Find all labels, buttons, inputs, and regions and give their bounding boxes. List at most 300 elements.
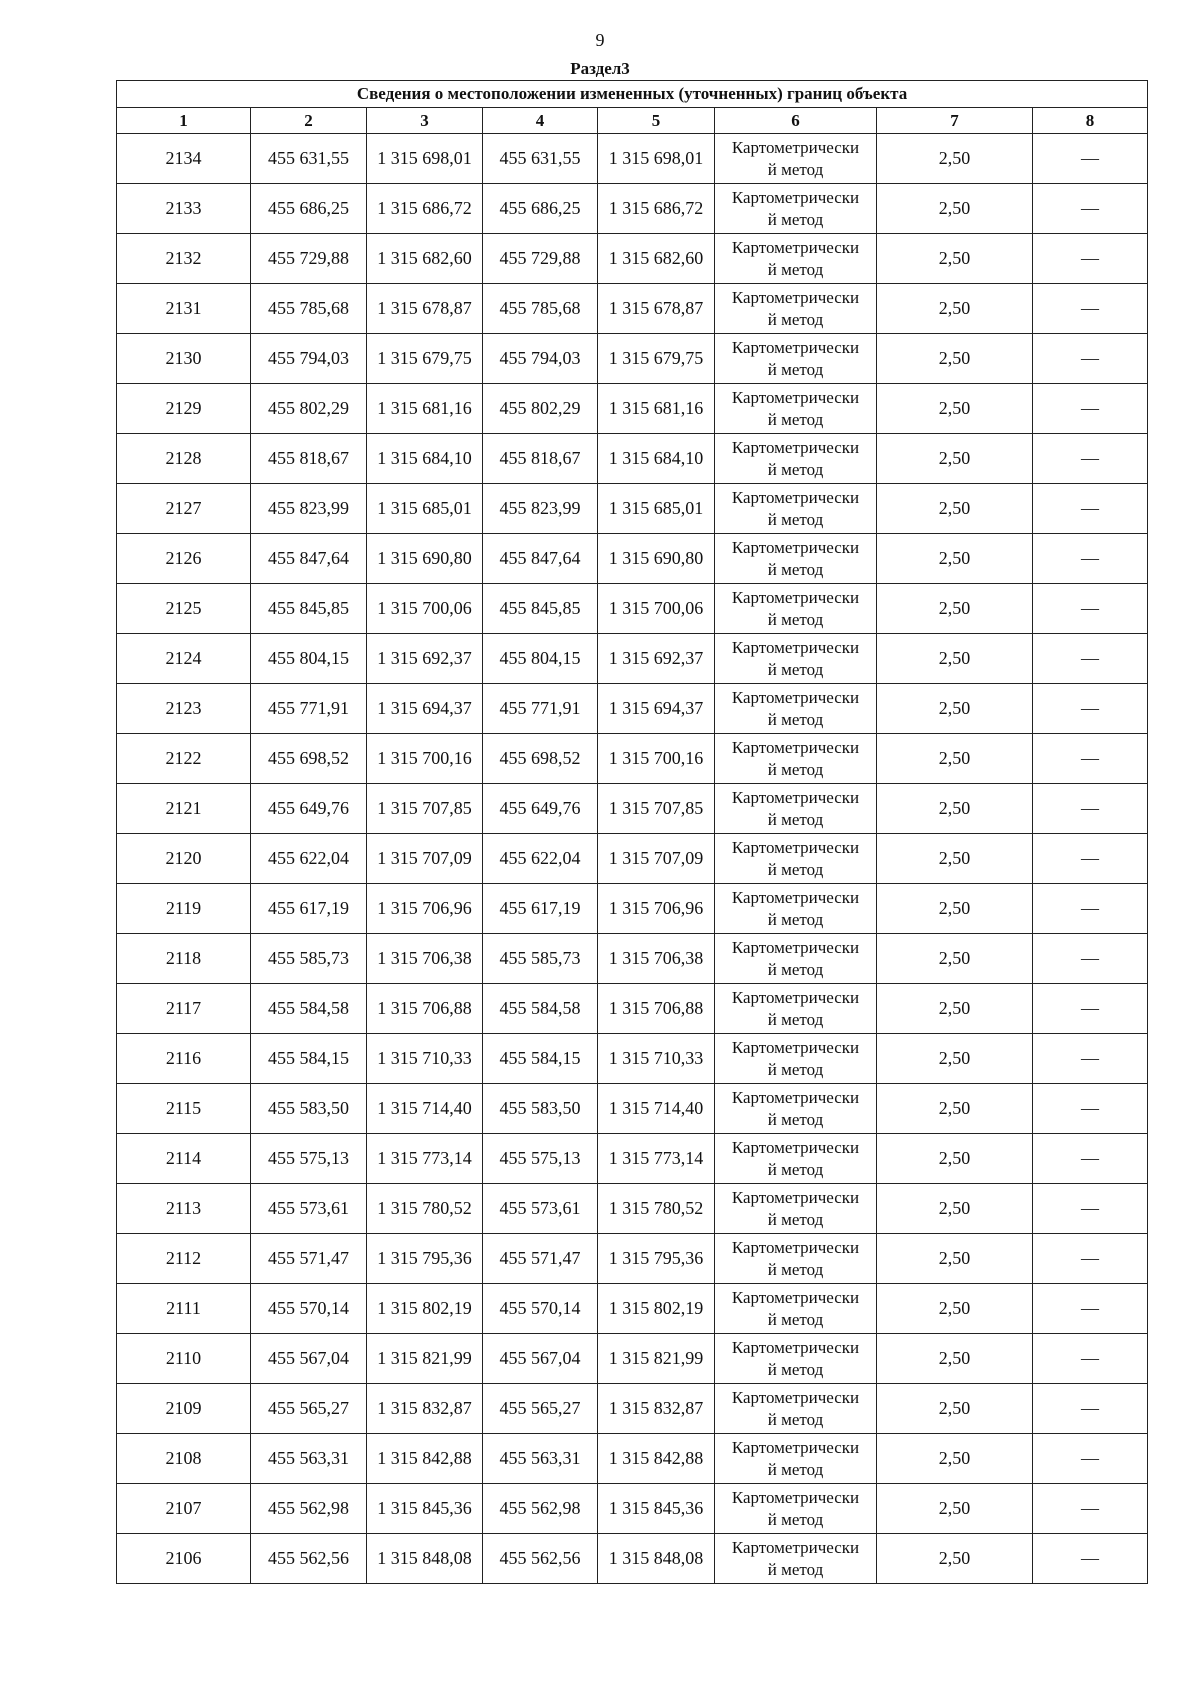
existing-y-cell: 1 315 698,01 [367,134,483,184]
existing-y-cell: 1 315 700,16 [367,734,483,784]
description-cell: — [1033,584,1148,634]
existing-y-cell: 1 315 678,87 [367,284,483,334]
point-number-cell: 2131 [117,284,251,334]
accuracy-cell: 2,50 [877,684,1033,734]
method-line-1: Картометрически [731,537,860,557]
updated-y-cell: 1 315 780,52 [598,1184,715,1234]
column-number: 5 [598,108,715,134]
existing-y-cell: 1 315 706,96 [367,884,483,934]
point-number-cell: 2108 [117,1434,251,1484]
existing-y-cell: 1 315 690,80 [367,534,483,584]
existing-y-cell: 1 315 773,14 [367,1134,483,1184]
page-number: 9 [595,30,605,50]
column-number: 2 [251,108,367,134]
existing-x-cell: 455 562,98 [251,1484,367,1534]
method-cell [715,1484,877,1534]
updated-x-cell: 455 583,50 [483,1084,598,1134]
updated-x-cell: 455 573,61 [483,1184,598,1234]
method-line-1: Картометрически [731,437,860,457]
table-row [117,1384,1148,1434]
description-cell: — [1033,734,1148,784]
method-line-2: й метод [767,909,824,929]
accuracy-cell: 2,50 [877,1534,1033,1584]
method-line-1: Картометрически [731,1487,860,1507]
table-row [117,684,1148,734]
existing-x-cell: 455 818,67 [251,434,367,484]
method-line-2: й метод [767,659,824,679]
accuracy-cell: 2,50 [877,434,1033,484]
updated-y-cell: 1 315 773,14 [598,1134,715,1184]
method-line-1: Картометрически [731,837,860,857]
method-cell [715,434,877,484]
description-cell: — [1033,684,1148,734]
description-cell: — [1033,284,1148,334]
description-cell: — [1033,334,1148,384]
updated-x-cell: 455 585,73 [483,934,598,984]
method-cell [715,734,877,784]
method-cell [715,234,877,284]
method-line-1: Картометрически [731,887,860,907]
existing-y-cell: 1 315 679,75 [367,334,483,384]
point-number-cell: 2116 [117,1034,251,1084]
existing-x-cell: 455 698,52 [251,734,367,784]
method-line-1: Картометрически [731,387,860,407]
column-number: 4 [483,108,598,134]
existing-x-cell: 455 584,15 [251,1034,367,1084]
accuracy-cell: 2,50 [877,284,1033,334]
description-cell: — [1033,834,1148,884]
table-row [117,534,1148,584]
method-line-1: Картометрически [731,237,860,257]
existing-x-cell: 455 847,64 [251,534,367,584]
method-line-1: Картометрически [731,137,860,157]
method-line-1: Картометрически [731,787,860,807]
existing-y-cell: 1 315 692,37 [367,634,483,684]
table-row [117,834,1148,884]
updated-y-cell: 1 315 679,75 [598,334,715,384]
point-number-cell: 2107 [117,1484,251,1534]
existing-y-cell: 1 315 795,36 [367,1234,483,1284]
method-line-1: Картометрически [731,1537,860,1557]
description-cell: — [1033,1284,1148,1334]
existing-x-cell: 455 584,58 [251,984,367,1034]
method-cell [715,1284,877,1334]
table-row [117,434,1148,484]
existing-y-cell: 1 315 832,87 [367,1384,483,1434]
table-row [117,384,1148,434]
existing-y-cell: 1 315 842,88 [367,1434,483,1484]
accuracy-cell: 2,50 [877,1234,1033,1284]
existing-y-cell: 1 315 802,19 [367,1284,483,1334]
method-cell [715,1334,877,1384]
method-cell [715,934,877,984]
updated-x-cell: 455 686,25 [483,184,598,234]
accuracy-cell: 2,50 [877,384,1033,434]
existing-x-cell: 455 785,68 [251,284,367,334]
point-number-cell: 2119 [117,884,251,934]
method-line-2: й метод [767,159,824,179]
method-line-2: й метод [767,1109,824,1129]
method-cell [715,534,877,584]
point-number-cell: 2112 [117,1234,251,1284]
existing-x-cell: 455 794,03 [251,334,367,384]
method-line-1: Картометрически [731,1037,860,1057]
method-line-1: Картометрически [731,587,860,607]
method-cell [715,284,877,334]
updated-y-cell: 1 315 692,37 [598,634,715,684]
method-line-1: Картометрически [731,187,860,207]
method-cell [715,1434,877,1484]
method-line-1: Картометрически [731,637,860,657]
accuracy-cell: 2,50 [877,1134,1033,1184]
updated-x-cell: 455 562,56 [483,1534,598,1584]
updated-x-cell: 455 804,15 [483,634,598,684]
existing-x-cell: 455 562,56 [251,1534,367,1584]
table-row [117,1184,1148,1234]
description-cell: — [1033,434,1148,484]
description-cell: — [1033,884,1148,934]
method-line-2: й метод [767,1159,824,1179]
updated-x-cell: 455 617,19 [483,884,598,934]
table-row [117,984,1148,1034]
updated-x-cell: 455 785,68 [483,284,598,334]
column-number: 3 [367,108,483,134]
updated-y-cell: 1 315 681,16 [598,384,715,434]
point-number-cell: 2120 [117,834,251,884]
existing-x-cell: 455 686,25 [251,184,367,234]
accuracy-cell: 2,50 [877,734,1033,784]
point-number-cell: 2111 [117,1284,251,1334]
updated-y-cell: 1 315 706,38 [598,934,715,984]
method-line-1: Картометрически [731,987,860,1007]
description-cell: — [1033,984,1148,1034]
existing-x-cell: 455 563,31 [251,1434,367,1484]
method-cell [715,884,877,934]
description-cell: — [1033,1084,1148,1134]
updated-y-cell: 1 315 707,09 [598,834,715,884]
table-row [117,1334,1148,1384]
description-cell: — [1033,784,1148,834]
method-cell [715,584,877,634]
existing-x-cell: 455 802,29 [251,384,367,434]
existing-x-cell: 455 622,04 [251,834,367,884]
updated-x-cell: 455 571,47 [483,1234,598,1284]
method-line-1: Картометрически [731,287,860,307]
accuracy-cell: 2,50 [877,334,1033,384]
updated-y-cell: 1 315 706,96 [598,884,715,934]
method-line-2: й метод [767,1059,824,1079]
updated-y-cell: 1 315 842,88 [598,1434,715,1484]
existing-y-cell: 1 315 686,72 [367,184,483,234]
point-number-cell: 2128 [117,434,251,484]
method-line-2: й метод [767,959,824,979]
updated-y-cell: 1 315 845,36 [598,1484,715,1534]
method-line-1: Картометрически [731,1087,860,1107]
point-number-cell: 2109 [117,1384,251,1434]
point-number-cell: 2121 [117,784,251,834]
method-line-2: й метод [767,409,824,429]
accuracy-cell: 2,50 [877,1184,1033,1234]
method-line-1: Картометрически [731,337,860,357]
method-cell [715,1384,877,1434]
method-cell [715,1534,877,1584]
table-row [117,1484,1148,1534]
updated-x-cell: 455 584,15 [483,1034,598,1084]
table-row [117,1434,1148,1484]
description-cell: — [1033,384,1148,434]
updated-x-cell: 455 847,64 [483,534,598,584]
existing-y-cell: 1 315 707,85 [367,784,483,834]
column-number: 1 [117,108,251,134]
method-cell [715,1234,877,1284]
existing-y-cell: 1 315 706,88 [367,984,483,1034]
point-number-cell: 2130 [117,334,251,384]
method-cell [715,1184,877,1234]
accuracy-cell: 2,50 [877,884,1033,934]
point-number-cell: 2129 [117,384,251,434]
column-number-row [117,108,1148,134]
description-cell: — [1033,184,1148,234]
existing-x-cell: 455 729,88 [251,234,367,284]
method-line-2: й метод [767,459,824,479]
accuracy-cell: 2,50 [877,1434,1033,1484]
updated-y-cell: 1 315 685,01 [598,484,715,534]
updated-x-cell: 455 622,04 [483,834,598,884]
point-number-cell: 2127 [117,484,251,534]
description-cell: — [1033,1434,1148,1484]
updated-y-cell: 1 315 714,40 [598,1084,715,1134]
table-row [117,334,1148,384]
existing-x-cell: 455 583,50 [251,1084,367,1134]
existing-y-cell: 1 315 681,16 [367,384,483,434]
column-number: 7 [877,108,1033,134]
existing-y-cell: 1 315 848,08 [367,1534,483,1584]
existing-x-cell: 455 804,15 [251,634,367,684]
point-number-cell: 2115 [117,1084,251,1134]
method-cell [715,1134,877,1184]
method-line-2: й метод [767,1559,824,1579]
method-line-2: й метод [767,609,824,629]
accuracy-cell: 2,50 [877,534,1033,584]
existing-x-cell: 455 649,76 [251,784,367,834]
accuracy-cell: 2,50 [877,1484,1033,1534]
updated-x-cell: 455 575,13 [483,1134,598,1184]
method-line-2: й метод [767,809,824,829]
coordinates-table [116,80,1148,1584]
updated-y-cell: 1 315 700,06 [598,584,715,634]
table-row [117,284,1148,334]
description-cell: — [1033,134,1148,184]
point-number-cell: 2125 [117,584,251,634]
method-line-2: й метод [767,1309,824,1329]
existing-x-cell: 455 617,19 [251,884,367,934]
method-cell [715,384,877,434]
accuracy-cell: 2,50 [877,1334,1033,1384]
table-row [117,1134,1148,1184]
existing-x-cell: 455 571,47 [251,1234,367,1284]
existing-x-cell: 455 567,04 [251,1334,367,1384]
existing-x-cell: 455 565,27 [251,1384,367,1434]
column-number: 6 [715,108,877,134]
point-number-cell: 2118 [117,934,251,984]
description-cell: — [1033,634,1148,684]
updated-y-cell: 1 315 832,87 [598,1384,715,1434]
table-row [117,234,1148,284]
existing-y-cell: 1 315 685,01 [367,484,483,534]
existing-y-cell: 1 315 694,37 [367,684,483,734]
existing-y-cell: 1 315 821,99 [367,1334,483,1384]
point-number-cell: 2124 [117,634,251,684]
method-line-2: й метод [767,859,824,879]
description-cell: — [1033,1184,1148,1234]
updated-y-cell: 1 315 694,37 [598,684,715,734]
method-cell [715,334,877,384]
point-number-cell: 2122 [117,734,251,784]
accuracy-cell: 2,50 [877,934,1033,984]
accuracy-cell: 2,50 [877,484,1033,534]
existing-x-cell: 455 631,55 [251,134,367,184]
table-row [117,584,1148,634]
description-cell: — [1033,1384,1148,1434]
table-row [117,1284,1148,1334]
existing-y-cell: 1 315 707,09 [367,834,483,884]
existing-x-cell: 455 823,99 [251,484,367,534]
table-row [117,484,1148,534]
existing-y-cell: 1 315 714,40 [367,1084,483,1134]
method-cell [715,1084,877,1134]
method-cell [715,984,877,1034]
updated-x-cell: 455 631,55 [483,134,598,184]
accuracy-cell: 2,50 [877,834,1033,884]
description-cell: — [1033,1234,1148,1284]
updated-x-cell: 455 698,52 [483,734,598,784]
description-cell: — [1033,484,1148,534]
method-line-2: й метод [767,359,824,379]
description-cell: — [1033,934,1148,984]
accuracy-cell: 2,50 [877,1284,1033,1334]
point-number-cell: 2114 [117,1134,251,1184]
updated-y-cell: 1 315 700,16 [598,734,715,784]
existing-x-cell: 455 585,73 [251,934,367,984]
method-line-1: Картометрически [731,1437,860,1457]
updated-y-cell: 1 315 678,87 [598,284,715,334]
table-caption: Сведения о местоположении измененных (уточненных) границ объекта [117,81,1148,108]
accuracy-cell: 2,50 [877,784,1033,834]
description-cell: — [1033,1534,1148,1584]
accuracy-cell: 2,50 [877,234,1033,284]
existing-y-cell: 1 315 710,33 [367,1034,483,1084]
accuracy-cell: 2,50 [877,584,1033,634]
description-cell: — [1033,1334,1148,1384]
point-number-cell: 2117 [117,984,251,1034]
method-line-2: й метод [767,259,824,279]
existing-y-cell: 1 315 684,10 [367,434,483,484]
table-row [117,634,1148,684]
updated-y-cell: 1 315 802,19 [598,1284,715,1334]
updated-y-cell: 1 315 706,88 [598,984,715,1034]
method-line-1: Картометрически [731,737,860,757]
description-cell: — [1033,1034,1148,1084]
table-body [117,134,1148,1584]
existing-y-cell: 1 315 780,52 [367,1184,483,1234]
column-number: 8 [1033,108,1148,134]
method-line-2: й метод [767,1509,824,1529]
updated-y-cell: 1 315 690,80 [598,534,715,584]
method-line-2: й метод [767,709,824,729]
method-line-2: й метод [767,509,824,529]
method-line-2: й метод [767,559,824,579]
updated-x-cell: 455 818,67 [483,434,598,484]
existing-x-cell: 455 570,14 [251,1284,367,1334]
updated-y-cell: 1 315 710,33 [598,1034,715,1084]
accuracy-cell: 2,50 [877,134,1033,184]
accuracy-cell: 2,50 [877,1084,1033,1134]
updated-y-cell: 1 315 821,99 [598,1334,715,1384]
method-line-2: й метод [767,209,824,229]
updated-x-cell: 455 570,14 [483,1284,598,1334]
updated-x-cell: 455 649,76 [483,784,598,834]
point-number-cell: 2106 [117,1534,251,1584]
updated-x-cell: 455 845,85 [483,584,598,634]
method-cell [715,634,877,684]
updated-x-cell: 455 584,58 [483,984,598,1034]
method-line-1: Картометрически [731,937,860,957]
existing-y-cell: 1 315 700,06 [367,584,483,634]
updated-x-cell: 455 794,03 [483,334,598,384]
table-row [117,1084,1148,1134]
table-row [117,884,1148,934]
method-cell [715,134,877,184]
updated-x-cell: 455 565,27 [483,1384,598,1434]
table-row [117,134,1148,184]
method-line-1: Картометрически [731,1187,860,1207]
table-row [117,184,1148,234]
updated-y-cell: 1 315 848,08 [598,1534,715,1584]
table-row [117,934,1148,984]
method-line-1: Картометрически [731,687,860,707]
method-line-2: й метод [767,309,824,329]
table-row [117,1234,1148,1284]
table-row [117,1034,1148,1084]
updated-y-cell: 1 315 686,72 [598,184,715,234]
updated-y-cell: 1 315 684,10 [598,434,715,484]
description-cell: — [1033,1134,1148,1184]
accuracy-cell: 2,50 [877,984,1033,1034]
method-line-2: й метод [767,759,824,779]
existing-x-cell: 455 845,85 [251,584,367,634]
method-line-2: й метод [767,1209,824,1229]
description-cell: — [1033,534,1148,584]
method-cell [715,834,877,884]
method-line-1: Картометрически [731,1337,860,1357]
updated-y-cell: 1 315 707,85 [598,784,715,834]
existing-y-cell: 1 315 706,38 [367,934,483,984]
point-number-cell: 2123 [117,684,251,734]
table-row [117,784,1148,834]
accuracy-cell: 2,50 [877,184,1033,234]
description-cell: — [1033,1484,1148,1534]
method-line-2: й метод [767,1359,824,1379]
updated-x-cell: 455 823,99 [483,484,598,534]
point-number-cell: 2134 [117,134,251,184]
method-cell [715,184,877,234]
updated-x-cell: 455 567,04 [483,1334,598,1384]
updated-y-cell: 1 315 682,60 [598,234,715,284]
description-cell: — [1033,234,1148,284]
existing-x-cell: 455 771,91 [251,684,367,734]
method-line-2: й метод [767,1459,824,1479]
updated-y-cell: 1 315 698,01 [598,134,715,184]
